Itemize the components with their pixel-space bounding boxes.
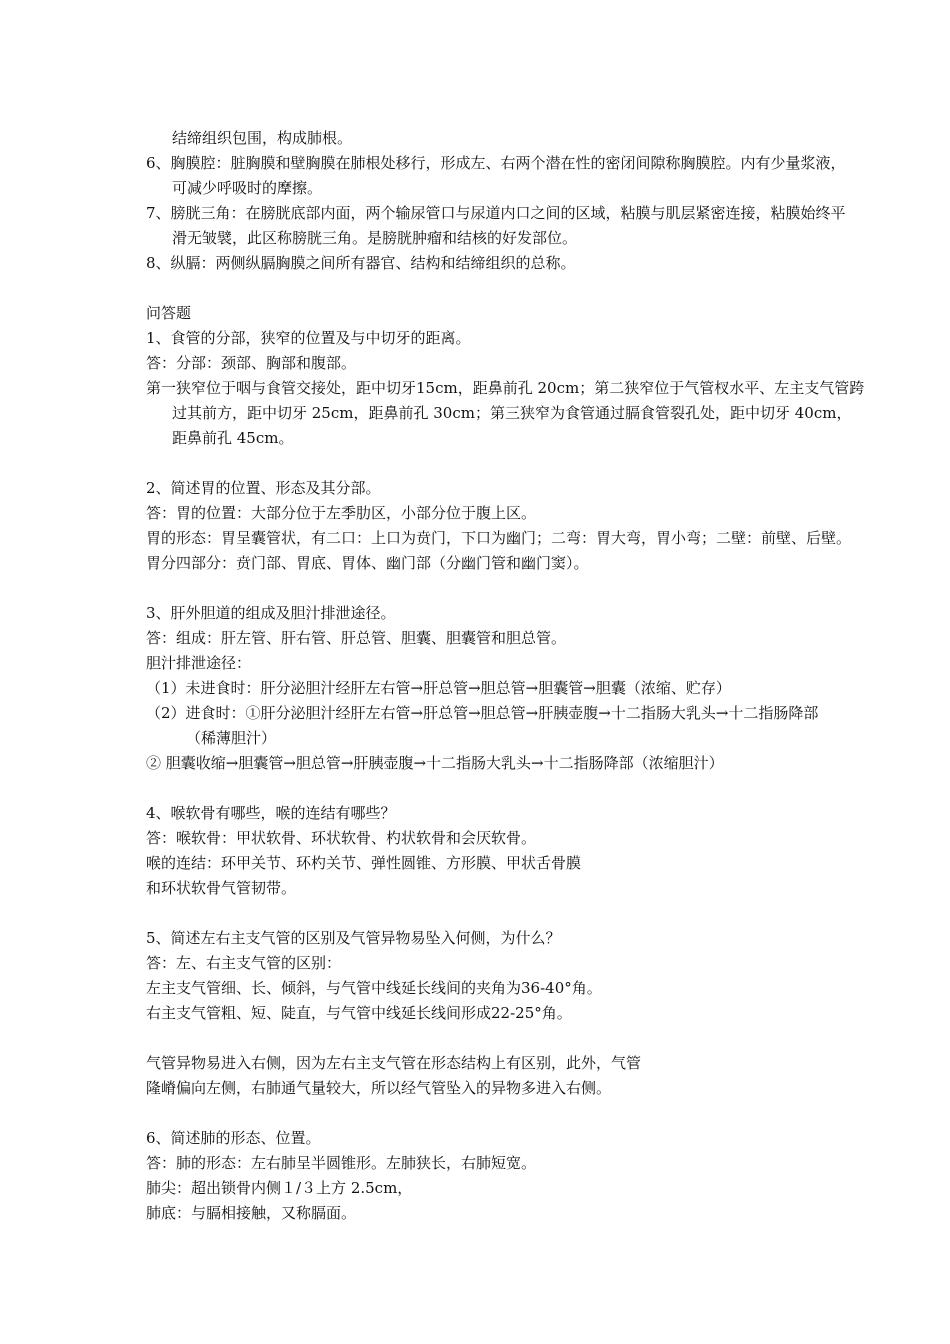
text-line: （2）进食时：①肝分泌胆汁经肝左右管→肝总管→胆总管→肝胰壶腹→十二指肠大乳头→十二指肠降部 [146,704,819,722]
text-line: 和环状软骨气管韧带。 [146,879,297,897]
section-title: 问答题 [146,304,192,322]
text-line: （稀薄胆汁） [186,729,277,747]
question-1: 1、食管的分部，狭窄的位置及与中切牙的距离。 [146,329,471,347]
question-4: 4、喉软骨有哪些，喉的连结有哪些？ [146,804,396,822]
text-line: 肺底：与膈相接触，又称膈面。 [146,1204,357,1222]
question-3: 3、肝外胆道的组成及胆汁排泄途径。 [146,604,396,622]
text-line: 喉的连结：环甲关节、环杓关节、弹性圆锥、方形膜、甲状舌骨膜 [146,854,582,872]
text-line: 过其前方，距中切牙 25cm，距鼻前孔 30cm；第三狭窄为食管通过膈食管裂孔处，距中切牙 40cm， [172,404,852,422]
term-heading-8: 8、纵膈：两侧纵膈胸膜之间所有器官、结构和结缔组织的总称。 [146,254,576,272]
text-line: 距鼻前孔 45cm。 [172,429,294,447]
answer-line: 答：喉软骨：甲状软骨、环状软骨、杓状软骨和会厌软骨。 [146,829,537,847]
answer-line: 答：分部：颈部、胸部和腹部。 [146,354,357,372]
question-2: 2、简述胃的位置、形态及其分部。 [146,479,381,497]
term-heading-7: 7、膀胱三角：在膀胱底部内面，两个输尿管口与尿道内口之间的区域，粘膜与肌层紧密连接，粘膜始终平 [146,204,846,222]
text-line: （1）未进食时：肝分泌胆汁经肝左右管→肝总管→胆总管→胆囊管→胆囊（浓缩、贮存） [146,679,731,697]
text-line: 第一狭窄位于咽与食管交接处，距中切牙15cm，距鼻前孔 20cm；第二狭窄位于气管杈水平、左主支气管跨 [146,379,865,397]
text-line: 左主支气管细、长、倾斜，与气管中线延长线间的夹角为36-40°角。 [146,979,602,997]
text-line: 气管异物易进入右侧，因为左右主支气管在形态结构上有区别，此外，气管 [146,1054,642,1072]
text-line: 滑无皱襞，此区称膀胱三角。是膀胱肿瘤和结核的好发部位。 [172,229,578,247]
answer-line: 答：肺的形态：左右肺呈半圆锥形。左肺狭长，右肺短宽。 [146,1154,537,1172]
question-5: 5、简述左右主支气管的区别及气管异物易坠入何侧，为什么？ [146,929,561,947]
text-line: 隆嵴偏向左侧，右肺通气量较大，所以经气管坠入的异物多进入右侧。 [146,1079,612,1097]
text-line: 胃的形态：胃呈囊管状，有二口：上口为贲门，下口为幽门；二弯：胃大弯，胃小弯；二壁：前壁、后壁。 [146,529,852,547]
text-line: 肺尖：超出锁骨内侧１/３上方 2.5cm， [146,1179,413,1197]
text-line: 可减少呼吸时的摩擦。 [172,179,323,197]
text-line: 右主支气管粗、短、陡直，与气管中线延长线间形成22-25°角。 [146,1004,572,1022]
answer-line: 答：左、右主支气管的区别： [146,954,342,972]
term-heading-6: 6、胸膜腔：脏胸膜和壁胸膜在肺根处移行，形成左、右两个潜在性的密闭间隙称胸膜腔。内有少量浆液， [146,154,846,172]
answer-line: 答：胃的位置：大部分位于左季肋区，小部分位于腹上区。 [146,504,537,522]
text-line: 胃分四部分：贲门部、胃底、胃体、幽门部（分幽门管和幽门窦）。 [146,554,589,572]
text-line: 结缔组织包围，构成肺根。 [172,129,353,147]
text-line: ② 胆囊收缩→胆囊管→胆总管→肝胰壶腹→十二指肠大乳头→十二指肠降部（浓缩胆汁） [146,754,724,772]
answer-line: 答：组成：肝左管、肝右管、肝总管、胆囊、胆囊管和胆总管。 [146,629,567,647]
text-line: 胆汁排泄途径： [146,654,252,672]
question-6: 6、简述肺的形态、位置。 [146,1129,321,1147]
